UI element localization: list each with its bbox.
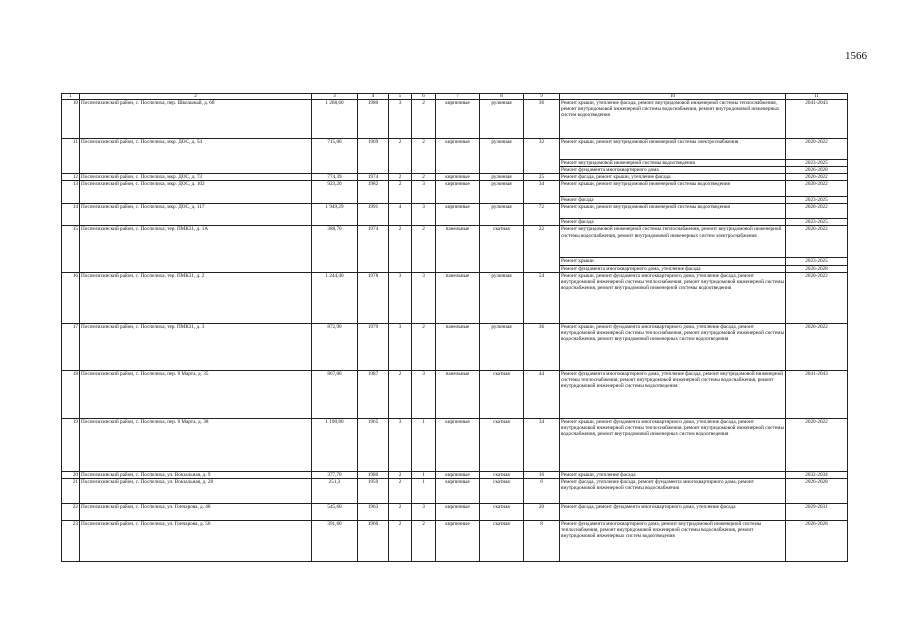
row-number: 17 [62, 323, 80, 370]
walls-material-cell: кирпичные [436, 100, 480, 139]
table-row [62, 503, 848, 520]
row-number: 11 [62, 139, 80, 174]
floors-cell: 2 [389, 139, 412, 174]
address-cell: Поспелихинский район, с. Поспелиха, пер. Школьный, д. 68 [80, 100, 312, 139]
apartments-cell: 34 [524, 181, 560, 204]
work-description-cell: Ремонт фундамента многоквартирного дома, утепление фасада, ремонт внутридомовой инженерной системы теплоснабжения, ремонт внутридомовой инженерной системы водоснабжения, ремонт внутридомовой инженерной системы водоотведения [560, 370, 786, 418]
work-period-cell: 2020-2022 [786, 272, 848, 323]
work-period-cell: 2020-2022 [786, 139, 848, 160]
table-row [62, 520, 848, 561]
floors-cell: 3 [389, 418, 412, 471]
address-cell: Поспелихинский район, с. Поспелиха, пер. 8 Марта, д. 35 [80, 370, 312, 418]
repair-program-table [61, 93, 848, 562]
apartments-cell: 32 [524, 139, 560, 174]
address-cell: Поспелихинский район, с. Поспелиха, мкр. ДОС, д. 73 [80, 174, 312, 181]
work-description-cell: Ремонт крыши, ремонт внутридомовой инженерной системы электроснабжения [560, 139, 786, 160]
column-number: 5 [389, 94, 412, 100]
table-row [62, 418, 848, 471]
floors-cell: 2 [389, 174, 412, 181]
apartments-cell: 44 [524, 370, 560, 418]
table-row [62, 139, 848, 160]
year-cell: 1963 [358, 503, 389, 520]
row-number: 16 [62, 272, 80, 323]
work-period-cell: 2032-2034 [786, 471, 848, 478]
roof-type-cell: рулонная [480, 204, 524, 226]
table-row [62, 471, 848, 478]
column-number: 3 [312, 94, 358, 100]
table-row [62, 323, 848, 370]
apartments-cell: 36 [524, 100, 560, 139]
walls-material-cell: кирпичные [436, 478, 480, 503]
address-cell: Поспелихинский район, с. Поспелиха, ул. Гончарова, д. 48 [80, 503, 312, 520]
area-cell: 1 244,40 [312, 272, 358, 323]
work-description-cell: Ремонт внутридомовой инженерной системы водоотведения [560, 160, 786, 167]
column-number: 2 [80, 94, 312, 100]
year-cell: 1987 [358, 370, 389, 418]
table-row [62, 370, 848, 418]
entrances-cell: 3 [412, 204, 436, 226]
apartments-cell: 72 [524, 204, 560, 226]
work-period-cell: 2023-2025 [786, 258, 848, 265]
walls-material-cell: панельные [436, 272, 480, 323]
roof-type-cell: рулонная [480, 272, 524, 323]
area-cell: 545,60 [312, 503, 358, 520]
year-cell: 1960 [358, 520, 389, 561]
floors-cell: 2 [389, 181, 412, 204]
floors-cell: 4 [389, 204, 412, 226]
apartments-cell: 20 [524, 503, 560, 520]
year-cell: 1974 [358, 226, 389, 272]
row-number: 18 [62, 370, 80, 418]
row-number: 21 [62, 478, 80, 503]
apartments-cell: 25 [524, 174, 560, 181]
area-cell: 872,90 [312, 323, 358, 370]
area-cell: 1 190,80 [312, 418, 358, 471]
address-cell: Поспелихинский район, с. Поспелиха, мкр. ДОС, д. 102 [80, 181, 312, 204]
work-description-cell: Ремонт крыши, ремонт фундамента многоквартирного дома, утепление фасада, ремонт внутридомовой инженерной системы теплоснабжения, ремонт внутридомовой инженерной системы водоснабжения, ремонт внутридомовой инженерных систем водоотведения [560, 418, 786, 471]
work-period-cell: 2026-2028 [786, 478, 848, 503]
apartments-cell: 34 [524, 418, 560, 471]
year-cell: 1979 [358, 323, 389, 370]
walls-material-cell: кирпичные [436, 418, 480, 471]
work-description-cell: Ремонт крыши, ремонт фундамента многоквартирного дома, утепление фасада, ремонт внутридомовой инженерной системы теплоснабжения, ремонт внутридомовой инженерной системы водоснабжения, ремонт внутридомовой инженерных систем водоотведения [560, 323, 786, 370]
entrances-cell: 3 [412, 503, 436, 520]
apartments-cell: 6 [524, 478, 560, 503]
work-description-cell: Ремонт крыши, ремонт внутридомовой инженерной системы водоотведения [560, 204, 786, 219]
work-description-cell: Ремонт фасада [560, 219, 786, 226]
roof-type-cell: рулонная [480, 100, 524, 139]
row-number: 12 [62, 174, 80, 181]
work-description-cell: Ремонт фундамента многоквартирного дома, утепление фасада [560, 265, 786, 272]
table-row [62, 226, 848, 258]
column-number: 9 [524, 94, 560, 100]
year-cell: 1980 [358, 100, 389, 139]
floors-cell: 2 [389, 226, 412, 272]
row-number: 22 [62, 503, 80, 520]
roof-type-cell: рулонная [480, 139, 524, 174]
apartments-cell: 54 [524, 272, 560, 323]
work-description-cell: Ремонт крыши, утепление фасада, ремонт внутридомовой инженерной системы теплоснабжения, ремонт внутридомовой инженерной системы водоснабжения, ремонт внутридомовой инженерных систем водоотведения [560, 100, 786, 139]
table-row [62, 204, 848, 219]
row-number: 23 [62, 520, 80, 561]
column-number: 10 [560, 94, 786, 100]
roof-type-cell: рулонная [480, 323, 524, 370]
column-number: 7 [436, 94, 480, 100]
work-period-cell: 2020-2022 [786, 226, 848, 258]
row-number: 15 [62, 226, 80, 272]
work-description-cell: Ремонт крыши, утепление фасада [560, 471, 786, 478]
work-description-cell: Ремонт фасада, ремонт крыши, утепление фасада [560, 174, 786, 181]
floors-cell: 3 [389, 272, 412, 323]
area-cell: 391,60 [312, 520, 358, 561]
table-row [62, 100, 848, 139]
row-number: 10 [62, 100, 80, 139]
entrances-cell: 2 [412, 226, 436, 272]
apartments-cell: 16 [524, 471, 560, 478]
area-cell: 251,3 [312, 478, 358, 503]
apartments-cell: 8 [524, 520, 560, 561]
walls-material-cell: кирпичные [436, 520, 480, 561]
entrances-cell: 3 [412, 181, 436, 204]
work-description-cell: Ремонт крыши [560, 258, 786, 265]
work-period-cell: 2041-2043 [786, 370, 848, 418]
roof-type-cell: скатная [480, 478, 524, 503]
entrances-cell: 2 [412, 100, 436, 139]
page-number: 1566 [845, 50, 867, 62]
roof-type-cell: рулонная [480, 174, 524, 181]
entrances-cell: 2 [412, 139, 436, 174]
address-cell: Поспелихинский район, с. Поспелиха, тер. ПМК31, д. 2 [80, 272, 312, 323]
table-row [62, 272, 848, 323]
work-period-cell: 2026-2028 [786, 167, 848, 174]
row-number: 14 [62, 204, 80, 226]
work-period-cell: 2020-2022 [786, 204, 848, 219]
table-row [62, 174, 848, 181]
address-cell: Поспелихинский район, с. Поспелиха, ул. Вокзальная, д. 9 [80, 471, 312, 478]
row-number: 20 [62, 471, 80, 478]
year-cell: 1974 [358, 174, 389, 181]
work-period-cell: 2023-2025 [786, 219, 848, 226]
apartments-cell: 36 [524, 323, 560, 370]
work-period-cell: 2020-2022 [786, 418, 848, 471]
apartments-cell: 22 [524, 226, 560, 272]
walls-material-cell: кирпичные [436, 181, 480, 204]
address-cell: Поспелихинский район, с. Поспелиха, мкр. ДОС, д. 54 [80, 139, 312, 174]
floors-cell: 3 [389, 323, 412, 370]
entrances-cell: 2 [412, 323, 436, 370]
row-number: 19 [62, 418, 80, 471]
walls-material-cell: кирпичные [436, 174, 480, 181]
roof-type-cell: скатная [480, 418, 524, 471]
year-cell: 1965 [358, 418, 389, 471]
work-description-cell: Ремонт фасада [560, 197, 786, 204]
work-description-cell: Ремонт внутридомовой инженерной системы теплоснабжения, ремонт внутридомовой инженерной системы водоснабжения, ремонт внутридомовой инженерных систем электроснабжения [560, 226, 786, 258]
work-description-cell: Ремонт фундамента многоквартирного дома, ремонт внутридомовой инженерной системы теплоснабжения, ремонт внутридомовой инженерной системы водоснабжения, ремонт внутридомовой инженерных систем водоотведения [560, 520, 786, 561]
column-number: 4 [358, 94, 389, 100]
address-cell: Поспелихинский район, с. Поспелиха, тер. ПМК31, д. 3 [80, 323, 312, 370]
work-period-cell: 2020-2022 [786, 174, 848, 181]
address-cell: Поспелихинский район, с. Поспелиха, пер. 8 Марта, д. 38 [80, 418, 312, 471]
area-cell: 867,00 [312, 370, 358, 418]
year-cell: 1991 [358, 204, 389, 226]
roof-type-cell: скатная [480, 370, 524, 418]
roof-type-cell: скатная [480, 471, 524, 478]
column-number: 1 [62, 94, 80, 100]
row-number: 13 [62, 181, 80, 204]
work-period-cell: 2041-2043 [786, 100, 848, 139]
floors-cell: 2 [389, 370, 412, 418]
roof-type-cell: скатная [480, 520, 524, 561]
table-row [62, 478, 848, 503]
walls-material-cell: панельные [436, 226, 480, 272]
column-number: 6 [412, 94, 436, 100]
work-period-cell: 2026-2028 [786, 265, 848, 272]
address-cell: Поспелихинский район, с. Поспелиха, мкр. ДОС, д. 117 [80, 204, 312, 226]
walls-material-cell: кирпичные [436, 204, 480, 226]
walls-material-cell: панельные [436, 323, 480, 370]
entrances-cell: 3 [412, 370, 436, 418]
table-row [62, 181, 848, 197]
walls-material-cell: панельные [436, 370, 480, 418]
work-period-cell: 2023-2025 [786, 160, 848, 167]
year-cell: 1959 [358, 478, 389, 503]
floors-cell: 2 [389, 478, 412, 503]
entrances-cell: 1 [412, 418, 436, 471]
area-cell: 377,70 [312, 471, 358, 478]
year-cell: 1969 [358, 139, 389, 174]
address-cell: Поспелихинский район, с. Поспелиха, ул. Вокзальная, д. 28 [80, 478, 312, 503]
entrances-cell: 2 [412, 520, 436, 561]
work-period-cell: 2026-2028 [786, 520, 848, 561]
work-description-cell: Ремонт фундамента многоквартирного дома [560, 167, 786, 174]
roof-type-cell: рулонная [480, 181, 524, 204]
area-cell: 1 268,60 [312, 100, 358, 139]
roof-type-cell: скатная [480, 503, 524, 520]
work-description-cell: Ремонт крыши, ремонт фундамента многоквартирного дома, утепление фасада, ремонт внутридомовой инженерной системы теплоснабжения, ремонт внутридомовой инженерной системы водоснабжения, ремонт внутридомовой инженерной системы водоотведения [560, 272, 786, 323]
area-cell: 715,00 [312, 139, 358, 174]
walls-material-cell: кирпичные [436, 503, 480, 520]
work-period-cell: 2029-2031 [786, 503, 848, 520]
area-cell: 388,70 [312, 226, 358, 272]
work-description-cell: Ремонт крыши, ремонт внутридомовой инженерной системы водоотведения [560, 181, 786, 197]
year-cell: 1980 [358, 471, 389, 478]
work-description-cell: Ремонт фасада, ремонт фундамента многоквартирного дома, утепление фасада [560, 503, 786, 520]
floors-cell: 2 [389, 520, 412, 561]
column-number: 11 [786, 94, 848, 100]
area-cell: 923,20 [312, 181, 358, 204]
entrances-cell: 1 [412, 471, 436, 478]
work-period-cell: 2020-2022 [786, 323, 848, 370]
floors-cell: 2 [389, 503, 412, 520]
floors-cell: 2 [389, 471, 412, 478]
work-description-cell: Ремонт фасада, утепление фасада, ремонт фундамента многоквартирного дома, ремонт внутридомовой инженерной системы водоснабжения [560, 478, 786, 503]
column-number: 8 [480, 94, 524, 100]
walls-material-cell: кирпичные [436, 139, 480, 174]
area-cell: 774,39 [312, 174, 358, 181]
entrances-cell: 2 [412, 174, 436, 181]
year-cell: 1982 [358, 181, 389, 204]
walls-material-cell: кирпичные [436, 471, 480, 478]
work-period-cell: 2020-2022 [786, 181, 848, 197]
address-cell: Поспелихинский район, с. Поспелиха, ул. Гончарова, д. 50 [80, 520, 312, 561]
work-period-cell: 2023-2025 [786, 197, 848, 204]
year-cell: 1978 [358, 272, 389, 323]
floors-cell: 3 [389, 100, 412, 139]
roof-type-cell: скатная [480, 226, 524, 272]
entrances-cell: 3 [412, 272, 436, 323]
entrances-cell: 1 [412, 478, 436, 503]
area-cell: 1 949,29 [312, 204, 358, 226]
address-cell: Поспелихинский район, с. Поспелиха, тер. ПМК31, д. 1А [80, 226, 312, 272]
